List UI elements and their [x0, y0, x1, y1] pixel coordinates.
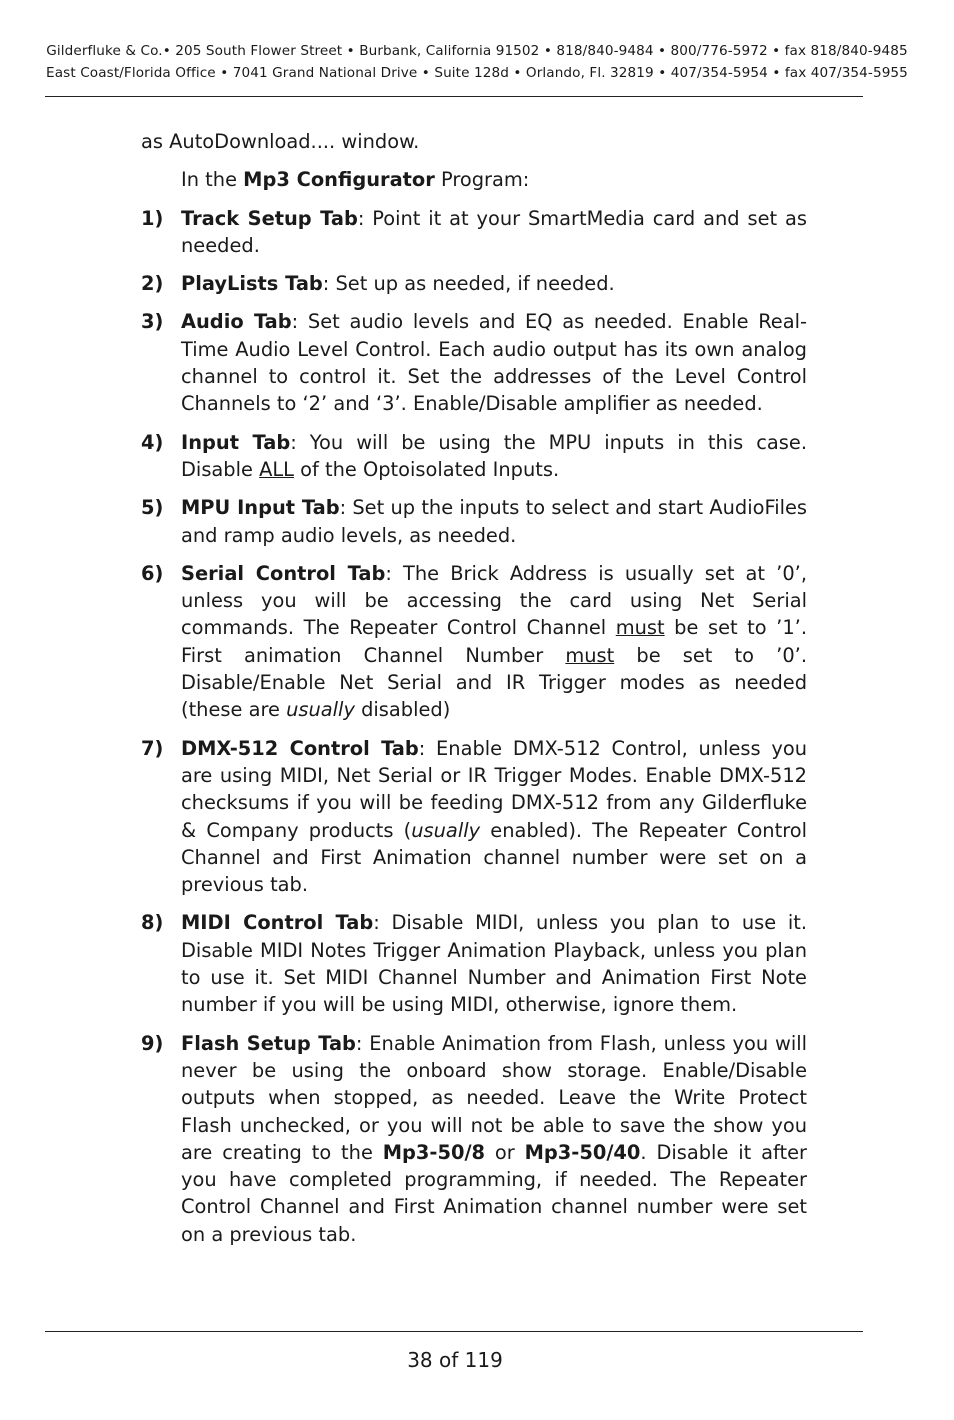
page-header	[32, 40, 922, 84]
item-title: MPU Input Tab	[181, 496, 340, 520]
item-title: Track Setup Tab	[181, 206, 358, 230]
continuation-text: as AutoDownload.... window.	[141, 130, 420, 153]
list-item: 3) Audio Tab: Set audio levels and EQ as needed. Enable Real-Time Audio Level Control. Each audio output has its own analog channel to control it. Set the addresses of the Level Control Channels to ‘2’ and ‘3’. Enable/Disable amplifier as needed.	[141, 310, 807, 416]
item-title: Audio Tab	[181, 310, 292, 334]
header-line-2: East Coast/Florida Office • 7041 Grand National Drive • Suite 128d • Orlando, Fl. 32819 • 407/354-5954 • fax 407/354-5955	[46, 65, 908, 81]
list-item: 1) Track Setup Tab: Point it at your SmartMedia card and set as needed.	[141, 206, 807, 257]
footer-rule	[45, 1331, 863, 1332]
list-item: 6) Serial Control Tab: The Brick Address is usually set at ’0’, unless you will be accessing the card using Net Serial commands. The Repeater Control Channel must be set to ’1’. First animation Channel Number must be set to ’0’. Disable/Enable Net Serial and IR Trigger modes as needed (these are usually disabled)	[141, 561, 807, 722]
item-title: Input Tab	[181, 430, 291, 454]
program-line: In the Mp3 Configurator Program:	[181, 168, 530, 192]
header-rule	[45, 96, 863, 97]
item-title: PlayLists Tab	[181, 272, 323, 296]
document-body	[141, 128, 807, 1259]
item-title: Flash Setup Tab	[181, 1031, 356, 1055]
list-item: 7) DMX-512 Control Tab: Enable DMX-512 Control, unless you are using MIDI, Net Serial or IR Trigger Modes. Enable DMX-512 checksums if you will be feeding DMX-512 from any Gilderfluke & Company products (usually enabled). The Repeater Control Channel and First Animation channel number were set on a previous tab.	[141, 736, 807, 897]
list-item: 8) MIDI Control Tab: Disable MIDI, unless you plan to use it. Disable MIDI Notes Trigger Animation Playback, unless you plan to use it. Set MIDI Channel Number and Animation First Note number if you will be using MIDI, otherwise, ignore them.	[141, 911, 808, 1017]
list-item: 4) Input Tab: You will be using the MPU inputs in this case. Disable ALL of the Optoisolated Inputs.	[141, 430, 807, 481]
list-item: 2) PlayLists Tab: Set up as needed, if needed.	[141, 272, 615, 296]
item-title: MIDI Control Tab	[181, 911, 374, 935]
item-title: Serial Control Tab	[181, 561, 386, 585]
item-title: DMX-512 Control Tab	[181, 736, 419, 760]
header-line-1: Gilderfluke & Co.• 205 South Flower Street • Burbank, California 91502 • 818/840-9484 • 800/776-5972 • fax 818/840-9485	[46, 43, 908, 59]
page-number: 38 of 119	[407, 1348, 503, 1372]
list-item: 9) Flash Setup Tab: Enable Animation from Flash, unless you will never be using the onboard show storage. Enable/Disable outputs when stopped, as needed. Leave the Write Protect Flash unchecked, or you will not be able to save the show you are creating to the Mp3-50/8 or Mp3-50/40. Disable it after you have completed programming, if needed. The Repeater Control Channel and First Animation channel number were set on a previous tab.	[141, 1031, 807, 1246]
list-item: 5) MPU Input Tab: Set up the inputs to select and start AudioFiles and ramp audio levels, as needed.	[141, 496, 807, 547]
